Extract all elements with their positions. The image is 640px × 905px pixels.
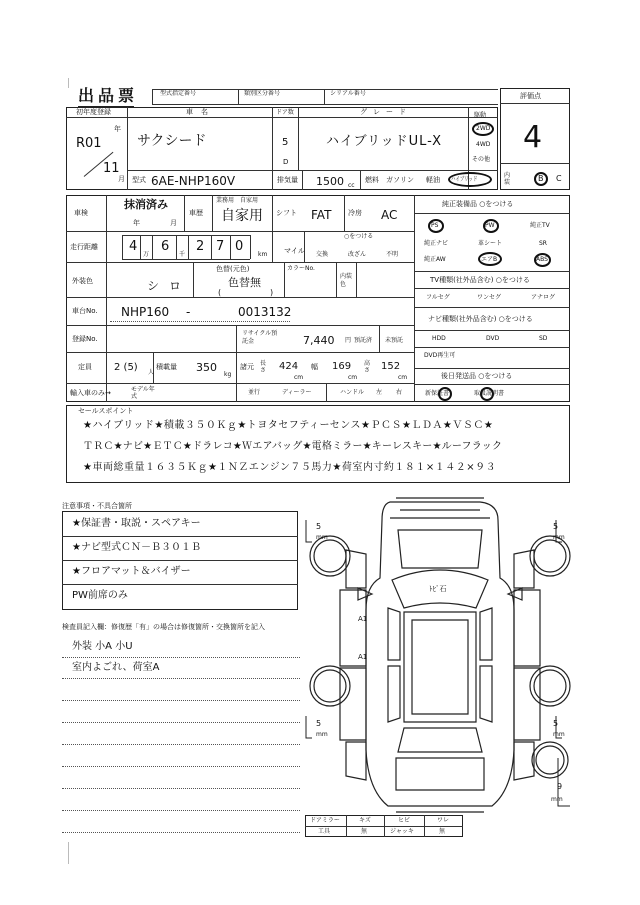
navi-sd: SD xyxy=(539,335,548,342)
navi-hdd: HDD xyxy=(432,335,446,342)
equip-airbag: エアB xyxy=(481,256,498,263)
digit-box xyxy=(122,259,250,260)
row-line xyxy=(66,117,498,118)
dotted-line xyxy=(62,657,300,658)
meter-swap: 交換 xyxy=(316,251,329,258)
chassis-dash: - xyxy=(186,305,191,319)
row-line xyxy=(414,271,570,272)
col-line xyxy=(298,107,299,170)
length-unit: cm xyxy=(294,374,304,381)
row-line xyxy=(62,560,298,561)
right-label: 右 xyxy=(396,389,403,396)
drive-4wd: 4WD xyxy=(476,141,491,148)
equip-navi: 純正ナビ xyxy=(424,240,449,247)
mileage-digit-2: 6 xyxy=(161,239,170,254)
class-label: 類別区分番号 xyxy=(244,90,281,97)
width-unit: cm xyxy=(348,374,358,381)
equip-ps: PS xyxy=(431,222,439,229)
recycle-label: リサイクル預託金 xyxy=(242,330,278,345)
col-line xyxy=(272,195,273,231)
shift-label: シフト xyxy=(276,209,297,217)
grade: ハイブリッドUL-X xyxy=(326,134,443,149)
grade-label: グレード xyxy=(360,108,412,116)
score-label: 評価点 xyxy=(520,92,541,100)
dvd-label: DVD再生可 xyxy=(424,352,456,359)
col-line xyxy=(326,383,327,402)
notes-label: 注意事項・不具合箇所 xyxy=(62,502,132,510)
repaint-paren-open: ( xyxy=(218,288,222,297)
left-rear-door-note: A1 xyxy=(358,653,368,661)
displacement: 1500 xyxy=(316,175,344,188)
shift-value: FAT xyxy=(311,208,332,222)
drive-2wd: 2WD xyxy=(476,125,491,132)
fuel-label: 燃料 xyxy=(365,176,379,184)
unit-sen: 千 xyxy=(179,251,186,258)
tv-fullseg: フルセグ xyxy=(426,294,450,301)
after-manual: 取扱説明書 xyxy=(474,390,505,397)
after-warranty: 新保証書 xyxy=(425,390,450,397)
col-line xyxy=(272,170,273,190)
legend-value-2: 無 xyxy=(361,828,368,835)
unit-km: km xyxy=(258,251,268,258)
fuel-light: 軽油 xyxy=(426,176,440,184)
legend-header-4: ワレ xyxy=(437,817,450,824)
col-line xyxy=(193,262,194,297)
legend-value-1: 工具 xyxy=(318,828,331,835)
row-line xyxy=(62,536,298,537)
tire-rr-unit: mm xyxy=(553,731,565,738)
dotted-line xyxy=(62,700,300,701)
col-line xyxy=(336,262,337,297)
dealer-label: ディーラー xyxy=(282,389,312,396)
load-value: 350 xyxy=(196,361,217,374)
month-unit: 月 xyxy=(118,175,125,183)
legend-value-4: 無 xyxy=(439,828,446,835)
meter-title: ○をつける xyxy=(344,233,374,240)
row-line xyxy=(62,584,298,585)
col-line xyxy=(346,815,347,837)
margin-mark xyxy=(68,78,69,88)
sales-line-1: ★ハイブリッド★積載３５０Ｋｇ★トヨタセフティーセンス★ＰＣＳ★ＬＤＡ★ＶＳＣ★ xyxy=(83,420,494,431)
recycle-unit: 円 xyxy=(345,337,352,344)
first-reg-label: 初年度登録 xyxy=(76,108,111,116)
tire-fr-unit: mm xyxy=(553,534,565,541)
equip-abs: ABS xyxy=(536,256,548,263)
digit-box xyxy=(230,235,231,259)
row-line xyxy=(414,307,570,308)
col-line xyxy=(304,231,305,262)
inspector-line-1: 外装 小A 小U xyxy=(72,641,133,652)
col-line xyxy=(236,383,237,402)
row-line xyxy=(66,262,414,263)
tire-rr-value: 5 xyxy=(553,719,559,728)
legend-header-2: キズ xyxy=(359,817,371,824)
col-line xyxy=(360,170,361,190)
left-label: 左 xyxy=(376,389,383,396)
height-label: 高さ xyxy=(364,360,371,374)
color-value: シロ xyxy=(147,279,192,293)
row-line xyxy=(66,297,414,298)
inspector-label: 検査員記入欄：修復歴「有」の場合は修復箇所・交換箇所を記入 xyxy=(62,623,265,631)
row-line xyxy=(414,384,570,385)
equip-aw: 純正AW xyxy=(424,256,446,263)
doors-sub: D xyxy=(283,158,289,166)
height-value: 152 xyxy=(381,361,401,372)
digit-box xyxy=(250,235,251,259)
inspection-value: 抹消済み xyxy=(124,198,168,211)
meter-unknown: 不明 xyxy=(386,251,399,258)
reg-label: 登録No. xyxy=(72,335,98,343)
spare-unit: mm xyxy=(551,796,563,803)
mileage-digit-5: 0 xyxy=(235,239,244,254)
ac-value: AC xyxy=(381,208,398,222)
interior-b: B xyxy=(538,174,544,183)
navi-title: ナビ種類(社外品含む) ○をつける xyxy=(428,315,533,323)
margin-mark xyxy=(68,842,69,864)
header-divider xyxy=(152,89,153,104)
width-label: 幅 xyxy=(311,363,318,371)
dotted-line xyxy=(62,766,300,767)
tire-fl-unit: mm xyxy=(316,534,328,541)
col-line xyxy=(356,262,357,297)
first-reg-year: R01 xyxy=(76,136,102,151)
tv-title: TV種類(社外品含む) ○をつける xyxy=(430,276,530,284)
dotted-line xyxy=(62,810,300,811)
width-value: 169 xyxy=(332,361,352,372)
legend-header-3: ヒビ xyxy=(398,817,411,824)
length-label: 長さ xyxy=(260,360,267,374)
digit-box xyxy=(140,235,141,259)
recycle-paid: 預託済 xyxy=(354,337,373,344)
digit-box xyxy=(211,235,212,259)
row-line xyxy=(66,352,414,353)
dotted-line xyxy=(62,832,300,833)
col-line xyxy=(424,815,425,837)
model-value: 6AE-NHP160V xyxy=(151,174,236,188)
spare-value: 9 xyxy=(557,782,563,791)
equip-leather: 革シート xyxy=(478,240,503,247)
col-line xyxy=(236,352,237,383)
form-title: 出品票 xyxy=(78,86,139,105)
digit-box xyxy=(188,235,189,259)
equip-tv: 純正TV xyxy=(530,222,550,229)
left-front-door-note: A1 xyxy=(358,615,368,623)
ac-label: 冷房 xyxy=(348,209,362,217)
header-divider xyxy=(238,89,239,104)
dotted-line xyxy=(62,788,300,789)
col-line xyxy=(272,231,273,262)
color-label: 外装色 xyxy=(72,277,93,285)
chassis-prefix: NHP160 xyxy=(121,305,170,319)
dotted-line xyxy=(110,321,290,322)
route-label: 並行 xyxy=(248,389,261,396)
import-label: 輸入車のみ→ xyxy=(70,389,111,397)
row-line xyxy=(66,325,414,326)
serial-label: シリアル番号 xyxy=(330,90,366,97)
capacity-value: 2 (5) xyxy=(114,362,138,373)
col-line xyxy=(384,815,385,837)
repaint-value: 色替無 xyxy=(228,276,261,289)
col-line xyxy=(153,352,154,383)
model-cert-label: 型式指定番号 xyxy=(160,90,197,97)
col-line xyxy=(212,195,213,231)
load-label: 積載量 xyxy=(156,363,177,371)
model-year-label: モデル年式 xyxy=(131,386,155,400)
windshield-note: ﾄﾋﾞ石 xyxy=(429,585,447,593)
meter-rollback: 改ざん xyxy=(348,251,367,258)
inspector-line-2: 室内よごれ、荷室A xyxy=(72,662,160,673)
equip-pw: PW xyxy=(485,222,495,229)
displacement-unit: cc xyxy=(348,182,355,189)
usage-label: 車歴 xyxy=(189,209,203,217)
score-box-line xyxy=(500,163,570,164)
row-line xyxy=(414,213,570,214)
handle-label: ハンドル xyxy=(340,389,365,396)
score-value: 4 xyxy=(523,120,543,155)
load-unit: kg xyxy=(224,371,232,378)
color-no-label: カラーNo. xyxy=(287,265,315,272)
digit-box xyxy=(152,235,153,259)
col-line xyxy=(106,195,107,402)
row-line xyxy=(66,231,414,232)
header-field-line xyxy=(152,89,498,90)
first-reg-month: 11 xyxy=(103,161,120,176)
legend-header-1: ドアミラー xyxy=(310,817,340,824)
usage-value: 自家用 xyxy=(221,208,263,224)
repaint-label: 色替(元色) xyxy=(216,265,250,273)
model-label: 型式 xyxy=(132,176,146,184)
interior-label: 内装 xyxy=(504,172,511,186)
capacity-unit: 人 xyxy=(148,369,155,376)
mileage-label: 走行距離 xyxy=(70,243,98,251)
weight-label: 諸元 xyxy=(240,363,254,371)
mile-label: マイル xyxy=(284,247,305,255)
inspection-label: 車検 xyxy=(74,209,88,217)
note-line-3: ★フロアマット＆バイザー xyxy=(72,566,191,577)
interior-color-label: 内装色 xyxy=(340,273,353,288)
height-unit: cm xyxy=(398,374,408,381)
tire-fl-value: 5 xyxy=(316,522,322,531)
row-line xyxy=(414,288,570,289)
col-line xyxy=(414,195,415,402)
col-line xyxy=(127,107,128,190)
equip-sr: SR xyxy=(539,240,547,247)
after-title: 後日発送品 ○をつける xyxy=(441,372,513,380)
note-line-4: PW前席のみ xyxy=(72,590,128,601)
header-divider xyxy=(324,89,325,104)
insp-year-unit: 年 xyxy=(133,219,140,227)
insp-month-unit: 月 xyxy=(170,219,177,227)
dotted-line xyxy=(62,744,300,745)
tv-oneseg: ワンセグ xyxy=(477,294,502,301)
navi-dvd: DVD xyxy=(486,335,500,342)
interior-c: C xyxy=(556,174,562,183)
note-line-2: ★ナビ型式ＣＮ－Ｂ３０１Ｂ xyxy=(72,542,201,553)
note-line-1: ★保証書・取説・スペアキー xyxy=(72,518,201,529)
digit-box xyxy=(176,235,177,259)
fuel-hybrid: ハイブリッド xyxy=(451,176,478,183)
row-line xyxy=(414,347,570,348)
drive-other: その他 xyxy=(472,156,491,163)
recycle-unpaid: 未預託 xyxy=(385,337,404,344)
doors-label: ドア数 xyxy=(276,109,294,116)
length-value: 424 xyxy=(279,361,299,372)
car-name-label: 車名 xyxy=(186,108,216,116)
row-line xyxy=(414,368,570,369)
mileage-digit-4: 7 xyxy=(216,239,225,254)
doors: 5 xyxy=(282,137,289,148)
usage-note: 業務用 自家用 xyxy=(216,197,259,204)
car-name: サクシード xyxy=(137,133,207,149)
row-line xyxy=(127,170,498,171)
tv-analog: アナログ xyxy=(531,294,556,301)
sales-line-3: ★車両総重量１６３５Ｋｇ★１ＮＺエンジン７５馬力★荷室内寸約１８１×１４２×９３ xyxy=(83,462,497,473)
chassis-label: 車台No. xyxy=(72,307,98,315)
sales-line-2: ＴＲＣ★ナビ★ＥＴＣ★ドラレコ★Ｗエアバッグ★電格ミラー★キーレスキー★ルーフラック xyxy=(83,441,503,452)
equip-title: 純正装備品 ○をつける xyxy=(442,200,514,208)
col-line xyxy=(302,170,303,190)
tire-rl-unit: mm xyxy=(316,731,328,738)
capacity-label: 定員 xyxy=(78,363,92,371)
tire-fr-value: 5 xyxy=(553,522,559,531)
col-line xyxy=(184,195,185,231)
repaint-paren-close: ) xyxy=(270,288,274,297)
drive-label: 駆動 xyxy=(474,112,487,119)
header-field-line xyxy=(152,104,498,105)
row-line xyxy=(66,383,414,384)
col-line xyxy=(379,325,380,352)
displacement-label: 排気量 xyxy=(277,176,298,184)
legend-value-3: ジャッキ xyxy=(390,828,414,835)
year-unit: 年 xyxy=(114,125,121,133)
unit-man: 万 xyxy=(143,251,150,258)
row-line xyxy=(414,330,570,331)
score-box-line xyxy=(500,103,570,104)
car-damage-diagram xyxy=(300,490,580,825)
mileage-digit-1: 4 xyxy=(129,239,138,254)
digit-box xyxy=(122,235,250,236)
col-line xyxy=(236,325,237,352)
col-line xyxy=(284,262,285,297)
digit-box xyxy=(122,235,123,259)
fuel-gas: ガソリン xyxy=(386,176,414,184)
tire-rl-value: 5 xyxy=(316,719,322,728)
mileage-digit-3: 2 xyxy=(196,239,205,254)
col-line xyxy=(272,107,273,170)
sales-label: セールスポイント xyxy=(78,407,134,415)
dotted-line xyxy=(62,722,300,723)
col-line xyxy=(344,195,345,231)
recycle-value: 7,440 xyxy=(303,334,335,347)
dotted-line xyxy=(62,678,300,679)
chassis-number: 0013132 xyxy=(238,305,292,319)
